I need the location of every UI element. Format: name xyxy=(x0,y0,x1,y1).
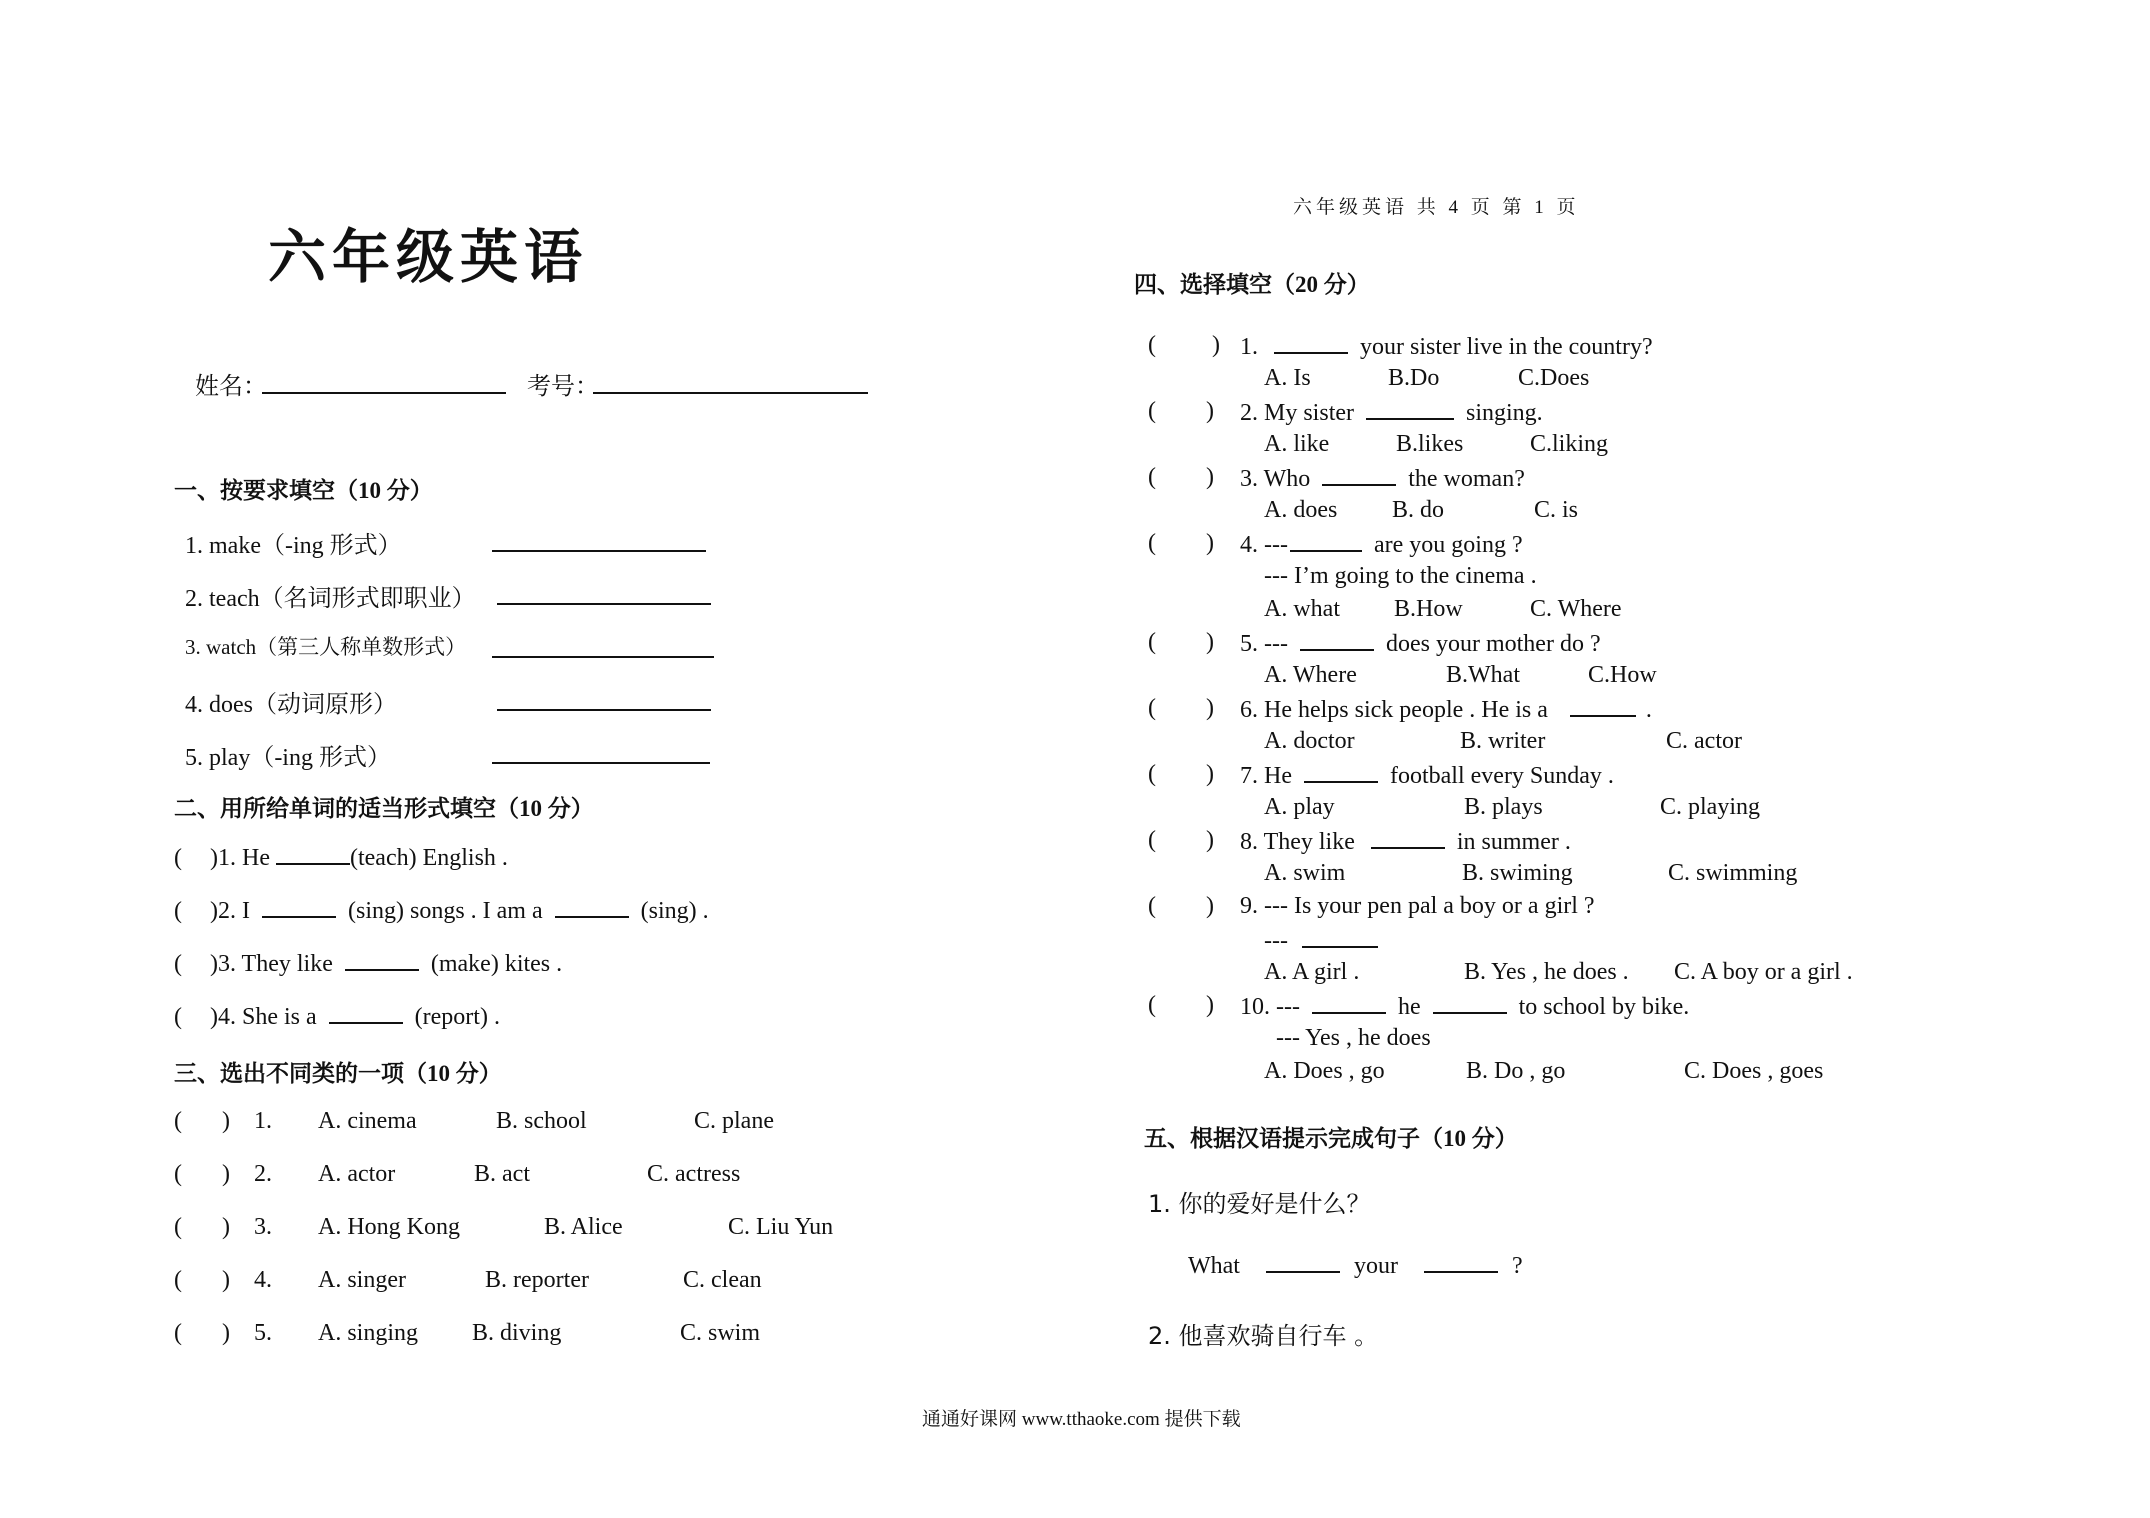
s4-paren-open: ( xyxy=(1148,464,1156,490)
s3-option-c: C. clean xyxy=(683,1267,762,1293)
s3-option-c: C. plane xyxy=(694,1108,774,1134)
s4-paren-close: ) xyxy=(1206,992,1214,1018)
s4-q8-blank[interactable] xyxy=(1371,827,1445,849)
s4-q5: 5. --- does your mother do ? xyxy=(1240,631,1601,657)
s4-q3-option-a: A. does xyxy=(1264,497,1338,523)
s3-num: 1. xyxy=(254,1108,272,1134)
s4-q8-option-b: B. swiming xyxy=(1462,860,1573,886)
s4-q8-option-a: A. swim xyxy=(1264,860,1346,886)
s4-q4-option-a: A. what xyxy=(1264,596,1340,622)
s4-paren-open: ( xyxy=(1148,398,1156,424)
section-4-title: 四、选择填空（20 分） xyxy=(1134,272,1370,297)
s4-paren-close: ) xyxy=(1212,332,1220,358)
s4-q5-option-c: C.How xyxy=(1588,662,1657,688)
s3-option-a: A. singer xyxy=(318,1267,406,1293)
s4-paren-close: ) xyxy=(1206,398,1214,424)
s4-q2-option-a: A. like xyxy=(1264,431,1330,457)
s3-num: 3. xyxy=(254,1214,272,1240)
s4-paren-close: ) xyxy=(1206,827,1214,853)
page-header: 六年级英语 共 4 页 第 1 页 xyxy=(1293,197,1580,218)
s3-option-a: A. actor xyxy=(318,1161,396,1187)
s4-q10-line2: --- Yes , he does xyxy=(1276,1025,1431,1051)
s4-paren-close: ) xyxy=(1206,695,1214,721)
s4-q2-option-b: B.likes xyxy=(1396,431,1464,457)
s3-paren-close: ) xyxy=(222,1108,230,1134)
s4-q8-option-c: C. swimming xyxy=(1668,860,1798,886)
s4-q4-blank[interactable] xyxy=(1290,530,1362,552)
s3-num: 4. xyxy=(254,1267,272,1293)
s4-q3-option-b: B. do xyxy=(1392,497,1445,523)
s3-option-b: B. diving xyxy=(472,1320,562,1346)
s3-paren-close: ) xyxy=(222,1161,230,1187)
s3-option-c: C. Liu Yun xyxy=(728,1214,834,1240)
s4-q5-option-b: B.What xyxy=(1446,662,1520,688)
s1-answer-4[interactable] xyxy=(497,709,711,711)
s3-paren-open: ( xyxy=(174,1161,182,1187)
s4-paren-close: ) xyxy=(1206,893,1214,919)
s4-q3-blank[interactable] xyxy=(1322,464,1396,486)
id-field[interactable] xyxy=(593,392,868,394)
s3-option-b: B. reporter xyxy=(485,1267,589,1293)
s1-item-4: 4. does（动词原形） xyxy=(185,692,397,718)
s3-paren-close: ) xyxy=(222,1267,230,1293)
s2-paren: ( xyxy=(174,845,182,871)
s4-q10-blank-1[interactable] xyxy=(1312,992,1386,1014)
s4-q7: 7. He football every Sunday . xyxy=(1240,763,1614,789)
s3-paren-close: ) xyxy=(222,1214,230,1240)
s4-q9-option-c: C. A boy or a girl . xyxy=(1674,959,1853,985)
s4-q6-option-b: B. writer xyxy=(1460,728,1546,754)
s1-answer-5[interactable] xyxy=(492,762,710,764)
s3-option-a: A. cinema xyxy=(318,1108,417,1134)
s5-q1-answer: What your ? xyxy=(1188,1253,1523,1279)
page-title: 六年级英语 xyxy=(268,225,589,290)
s4-q4-line2: --- I’m going to the cinema . xyxy=(1264,563,1537,589)
s3-option-a: A. Hong Kong xyxy=(318,1214,460,1240)
s4-q8: 8. They like in summer . xyxy=(1240,829,1571,855)
s4-q1: 1. your sister live in the country? xyxy=(1240,334,1653,360)
s4-paren-open: ( xyxy=(1148,827,1156,853)
s4-paren-open: ( xyxy=(1148,530,1156,556)
s4-paren-close: ) xyxy=(1206,761,1214,787)
s4-paren-open: ( xyxy=(1148,893,1156,919)
s4-q3: 3. Who the woman? xyxy=(1240,466,1525,492)
s2-blank-2a[interactable] xyxy=(262,896,336,918)
s4-q4-option-b: B.How xyxy=(1394,596,1463,622)
s4-q5-option-a: A. Where xyxy=(1264,662,1357,688)
s4-q7-option-a: A. play xyxy=(1264,794,1335,820)
s4-q9-blank[interactable] xyxy=(1302,926,1378,948)
s1-item-5: 5. play（-ing 形式） xyxy=(185,745,391,771)
s4-q5-blank[interactable] xyxy=(1300,629,1374,651)
s1-answer-2[interactable] xyxy=(497,603,711,605)
s4-q10-option-b: B. Do , go xyxy=(1466,1058,1566,1084)
name-label: 姓名： xyxy=(195,374,267,400)
s4-q9-line2: --- xyxy=(1264,926,1384,955)
s1-item-3: 3. watch（第三人称单数形式） xyxy=(185,635,467,659)
s4-q9-option-b: B. Yes , he does . xyxy=(1464,959,1629,985)
s2-blank-3[interactable] xyxy=(345,949,419,971)
s4-q6: 6. He helps sick people . He is a . xyxy=(1240,697,1652,723)
s3-option-a: A. singing xyxy=(318,1320,419,1346)
s4-q4: 4. --- are you going ? xyxy=(1240,532,1523,558)
s4-q4-option-c: C. Where xyxy=(1530,596,1622,622)
s1-item-2: 2. teach（名词形式即职业） xyxy=(185,586,476,612)
s3-option-b: B. school xyxy=(496,1108,587,1134)
s4-q1-option-b: B.Do xyxy=(1388,365,1440,391)
s3-num: 5. xyxy=(254,1320,272,1346)
s4-q1-option-c: C.Does xyxy=(1518,365,1590,391)
s4-q7-blank[interactable] xyxy=(1304,761,1378,783)
s4-paren-open: ( xyxy=(1148,332,1156,358)
s4-paren-open: ( xyxy=(1148,695,1156,721)
s3-paren-open: ( xyxy=(174,1267,182,1293)
section-3-title: 三、选出不同类的一项（10 分） xyxy=(174,1061,502,1086)
s4-paren-open: ( xyxy=(1148,992,1156,1018)
section-2-title: 二、用所给单词的适当形式填空（10 分） xyxy=(174,796,594,821)
s3-paren-open: ( xyxy=(174,1108,182,1134)
s3-option-b: B. Alice xyxy=(544,1214,623,1240)
s2-item-1: ( )1. He (teach) English . xyxy=(174,845,508,871)
s4-q10-blank-2[interactable] xyxy=(1433,992,1507,1014)
section-5-title: 五、根据汉语提示完成句子（10 分） xyxy=(1144,1126,1518,1151)
id-label: 考号： xyxy=(527,374,599,400)
s4-q6-blank[interactable] xyxy=(1570,695,1636,717)
s3-num: 2. xyxy=(254,1161,272,1187)
s4-paren-open: ( xyxy=(1148,761,1156,787)
s4-q2-option-c: C.liking xyxy=(1530,431,1609,457)
s4-q6-option-c: C. actor xyxy=(1666,728,1742,754)
s5-q1: 1. 你的爱好是什么？ xyxy=(1148,1190,1371,1218)
s2-blank-2b[interactable] xyxy=(555,896,629,918)
s2-item-2: ( )2. I (sing) songs . I am a (sing) . xyxy=(174,898,709,924)
s4-q9-option-a: A. A girl . xyxy=(1264,959,1360,985)
s3-paren-open: ( xyxy=(174,1320,182,1346)
s3-paren-open: ( xyxy=(174,1214,182,1240)
s4-paren-close: ) xyxy=(1206,530,1214,556)
s2-blank-4[interactable] xyxy=(329,1002,403,1024)
s4-q10-option-a: A. Does , go xyxy=(1264,1058,1385,1084)
s4-q7-option-c: C. playing xyxy=(1660,794,1760,820)
s4-paren-close: ) xyxy=(1206,629,1214,655)
s4-q9: 9. --- Is your pen pal a boy or a girl ? xyxy=(1240,893,1595,919)
s4-q10: 10. --- he to school by bike. xyxy=(1240,994,1690,1020)
s5-q2: 2. 他喜欢骑自行车 。 xyxy=(1148,1322,1379,1350)
s5-q1-blank-2[interactable] xyxy=(1424,1251,1498,1273)
s3-option-c: C. actress xyxy=(647,1161,741,1187)
footer-credit: 通通好课网 www.tthaoke.com 提供下载 xyxy=(922,1409,1241,1430)
s1-item-1: 1. make（-ing 形式） xyxy=(185,533,402,559)
s4-paren-close: ) xyxy=(1206,464,1214,490)
name-field[interactable] xyxy=(262,392,506,394)
s4-q6-option-a: A. doctor xyxy=(1264,728,1355,754)
s1-answer-1[interactable] xyxy=(492,550,706,552)
s4-q1-option-a: A. Is xyxy=(1264,365,1311,391)
s3-option-b: B. act xyxy=(474,1161,530,1187)
s3-option-c: C. swim xyxy=(680,1320,761,1346)
s2-blank-1[interactable] xyxy=(276,843,350,865)
s2-item-3: ( )3. They like (make) kites . xyxy=(174,951,563,977)
s4-q10-option-c: C. Does , goes xyxy=(1684,1058,1824,1084)
s3-paren-close: ) xyxy=(222,1320,230,1346)
s4-q2: 2. My sister singing. xyxy=(1240,400,1543,426)
s4-paren-open: ( xyxy=(1148,629,1156,655)
s4-q2-blank[interactable] xyxy=(1366,398,1454,420)
s4-q7-option-b: B. plays xyxy=(1464,794,1543,820)
s1-answer-3[interactable] xyxy=(492,656,714,658)
section-1-title: 一、按要求填空（10 分） xyxy=(174,478,433,503)
s4-q3-option-c: C. is xyxy=(1534,497,1579,523)
s5-q1-blank-1[interactable] xyxy=(1266,1251,1340,1273)
s2-item-4: ( )4. She is a (report) . xyxy=(174,1004,500,1030)
s4-q1-blank[interactable] xyxy=(1274,332,1348,354)
